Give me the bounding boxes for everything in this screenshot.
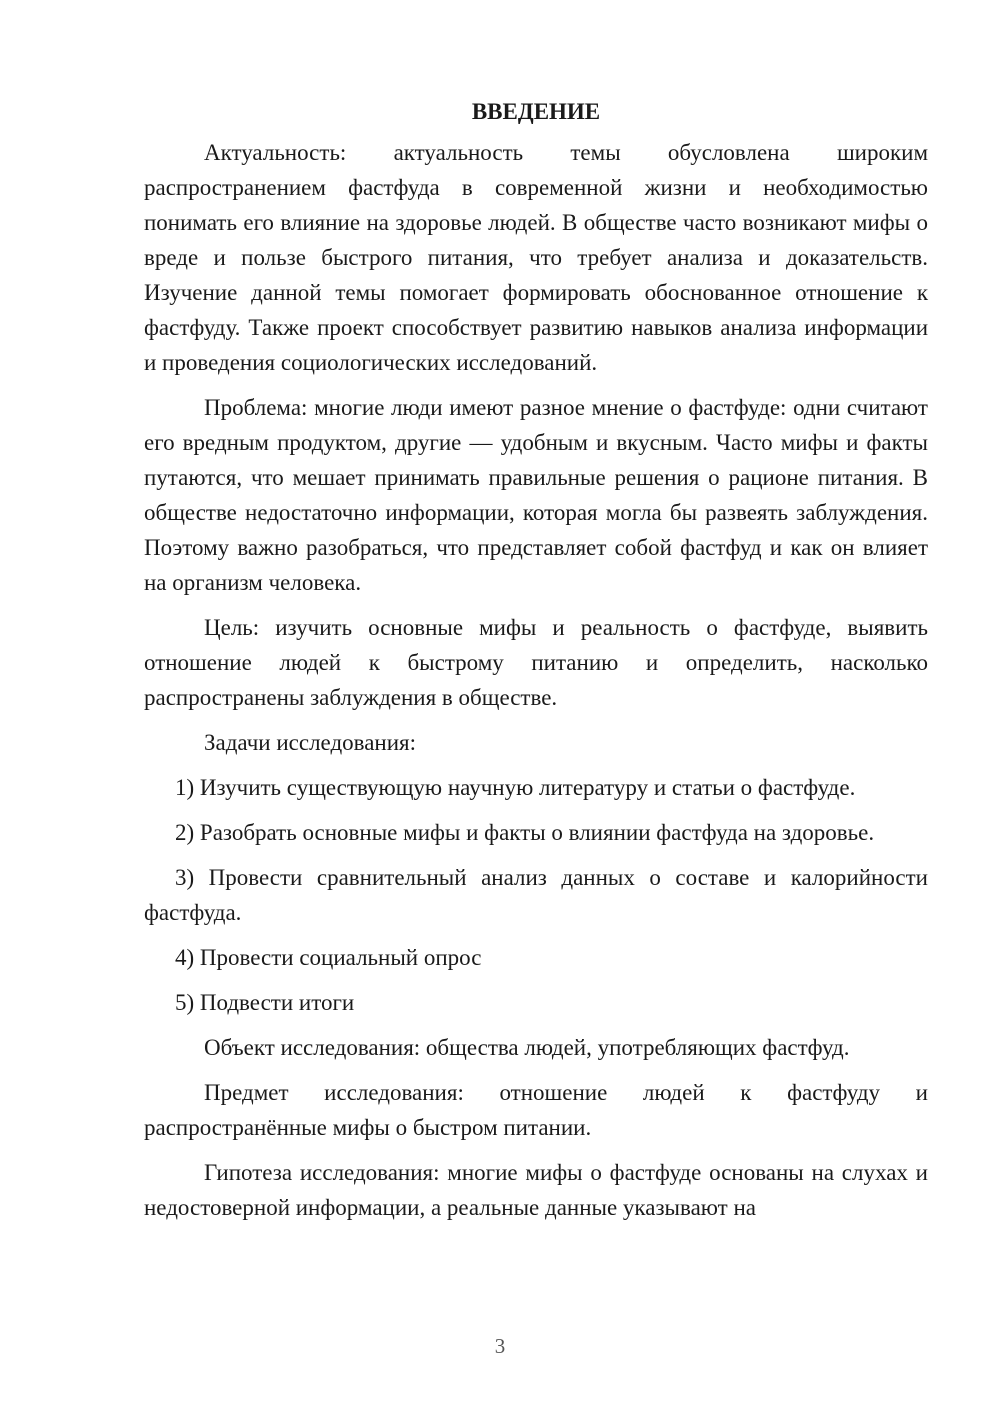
tasks-heading: Задачи исследования: [204, 730, 417, 755]
problem-paragraph: Проблема: многие люди имеют разное мнение о фастфуде: одни считают его вредным продуктом, другие — удобным и вкусным. Часто мифы и факты путаются, что мешает принимать правильные решения о рационе питания. В обществе недостаточно информации, которая могла бы развеять заблуждения. Поэтому важно разобраться, что представляет собой фастфуд и как он влияет на организм человека. [144, 395, 928, 595]
section-title: ВВЕДЕНИЕ [471, 99, 601, 124]
task-item-3: 3) Провести сравнительный анализ данных о составе и калорийности фастфуда. [144, 865, 928, 925]
relevance-paragraph: Актуальность: актуальность темы обусловлена широким распространением фастфуда в современной жизни и необходимостью понимать его влияние на здоровье людей. В обществе часто возникают мифы о вреде и пользе быстрого питания, что требует анализа и доказательств. Изучение данной темы помогает формировать обоснованное отношение к фастфуду. Также проект способствует развитию навыков анализа информации и проведения социологических исследований. [144, 140, 928, 375]
document-page [144, 94, 928, 1225]
task-item-4: 4) Провести социальный опрос [175, 945, 482, 970]
task-item-1: 1) Изучить существующую научную литературу и статьи о фастфуде. [175, 775, 856, 800]
task-item-5: 5) Подвести итоги [175, 990, 355, 1015]
hypothesis-paragraph: Гипотеза исследования: многие мифы о фастфуде основаны на слухах и недостоверной информации, а реальные данные указывают на [144, 1160, 928, 1220]
task-item-2: 2) Разобрать основные мифы и факты о влиянии фастфуда на здоровье. [175, 820, 875, 845]
page-number: 3 [494, 1334, 506, 1358]
goal-paragraph: Цель: изучить основные мифы и реальность о фастфуде, выявить отношение людей к быстрому питанию и определить, насколько распространены заблуждения в обществе. [144, 615, 928, 710]
subject-paragraph: Предмет исследования: отношение людей к фастфуду и распространённые мифы о быстром питании. [144, 1080, 928, 1140]
object-paragraph: Объект исследования: общества людей, употребляющих фастфуд. [204, 1035, 850, 1060]
